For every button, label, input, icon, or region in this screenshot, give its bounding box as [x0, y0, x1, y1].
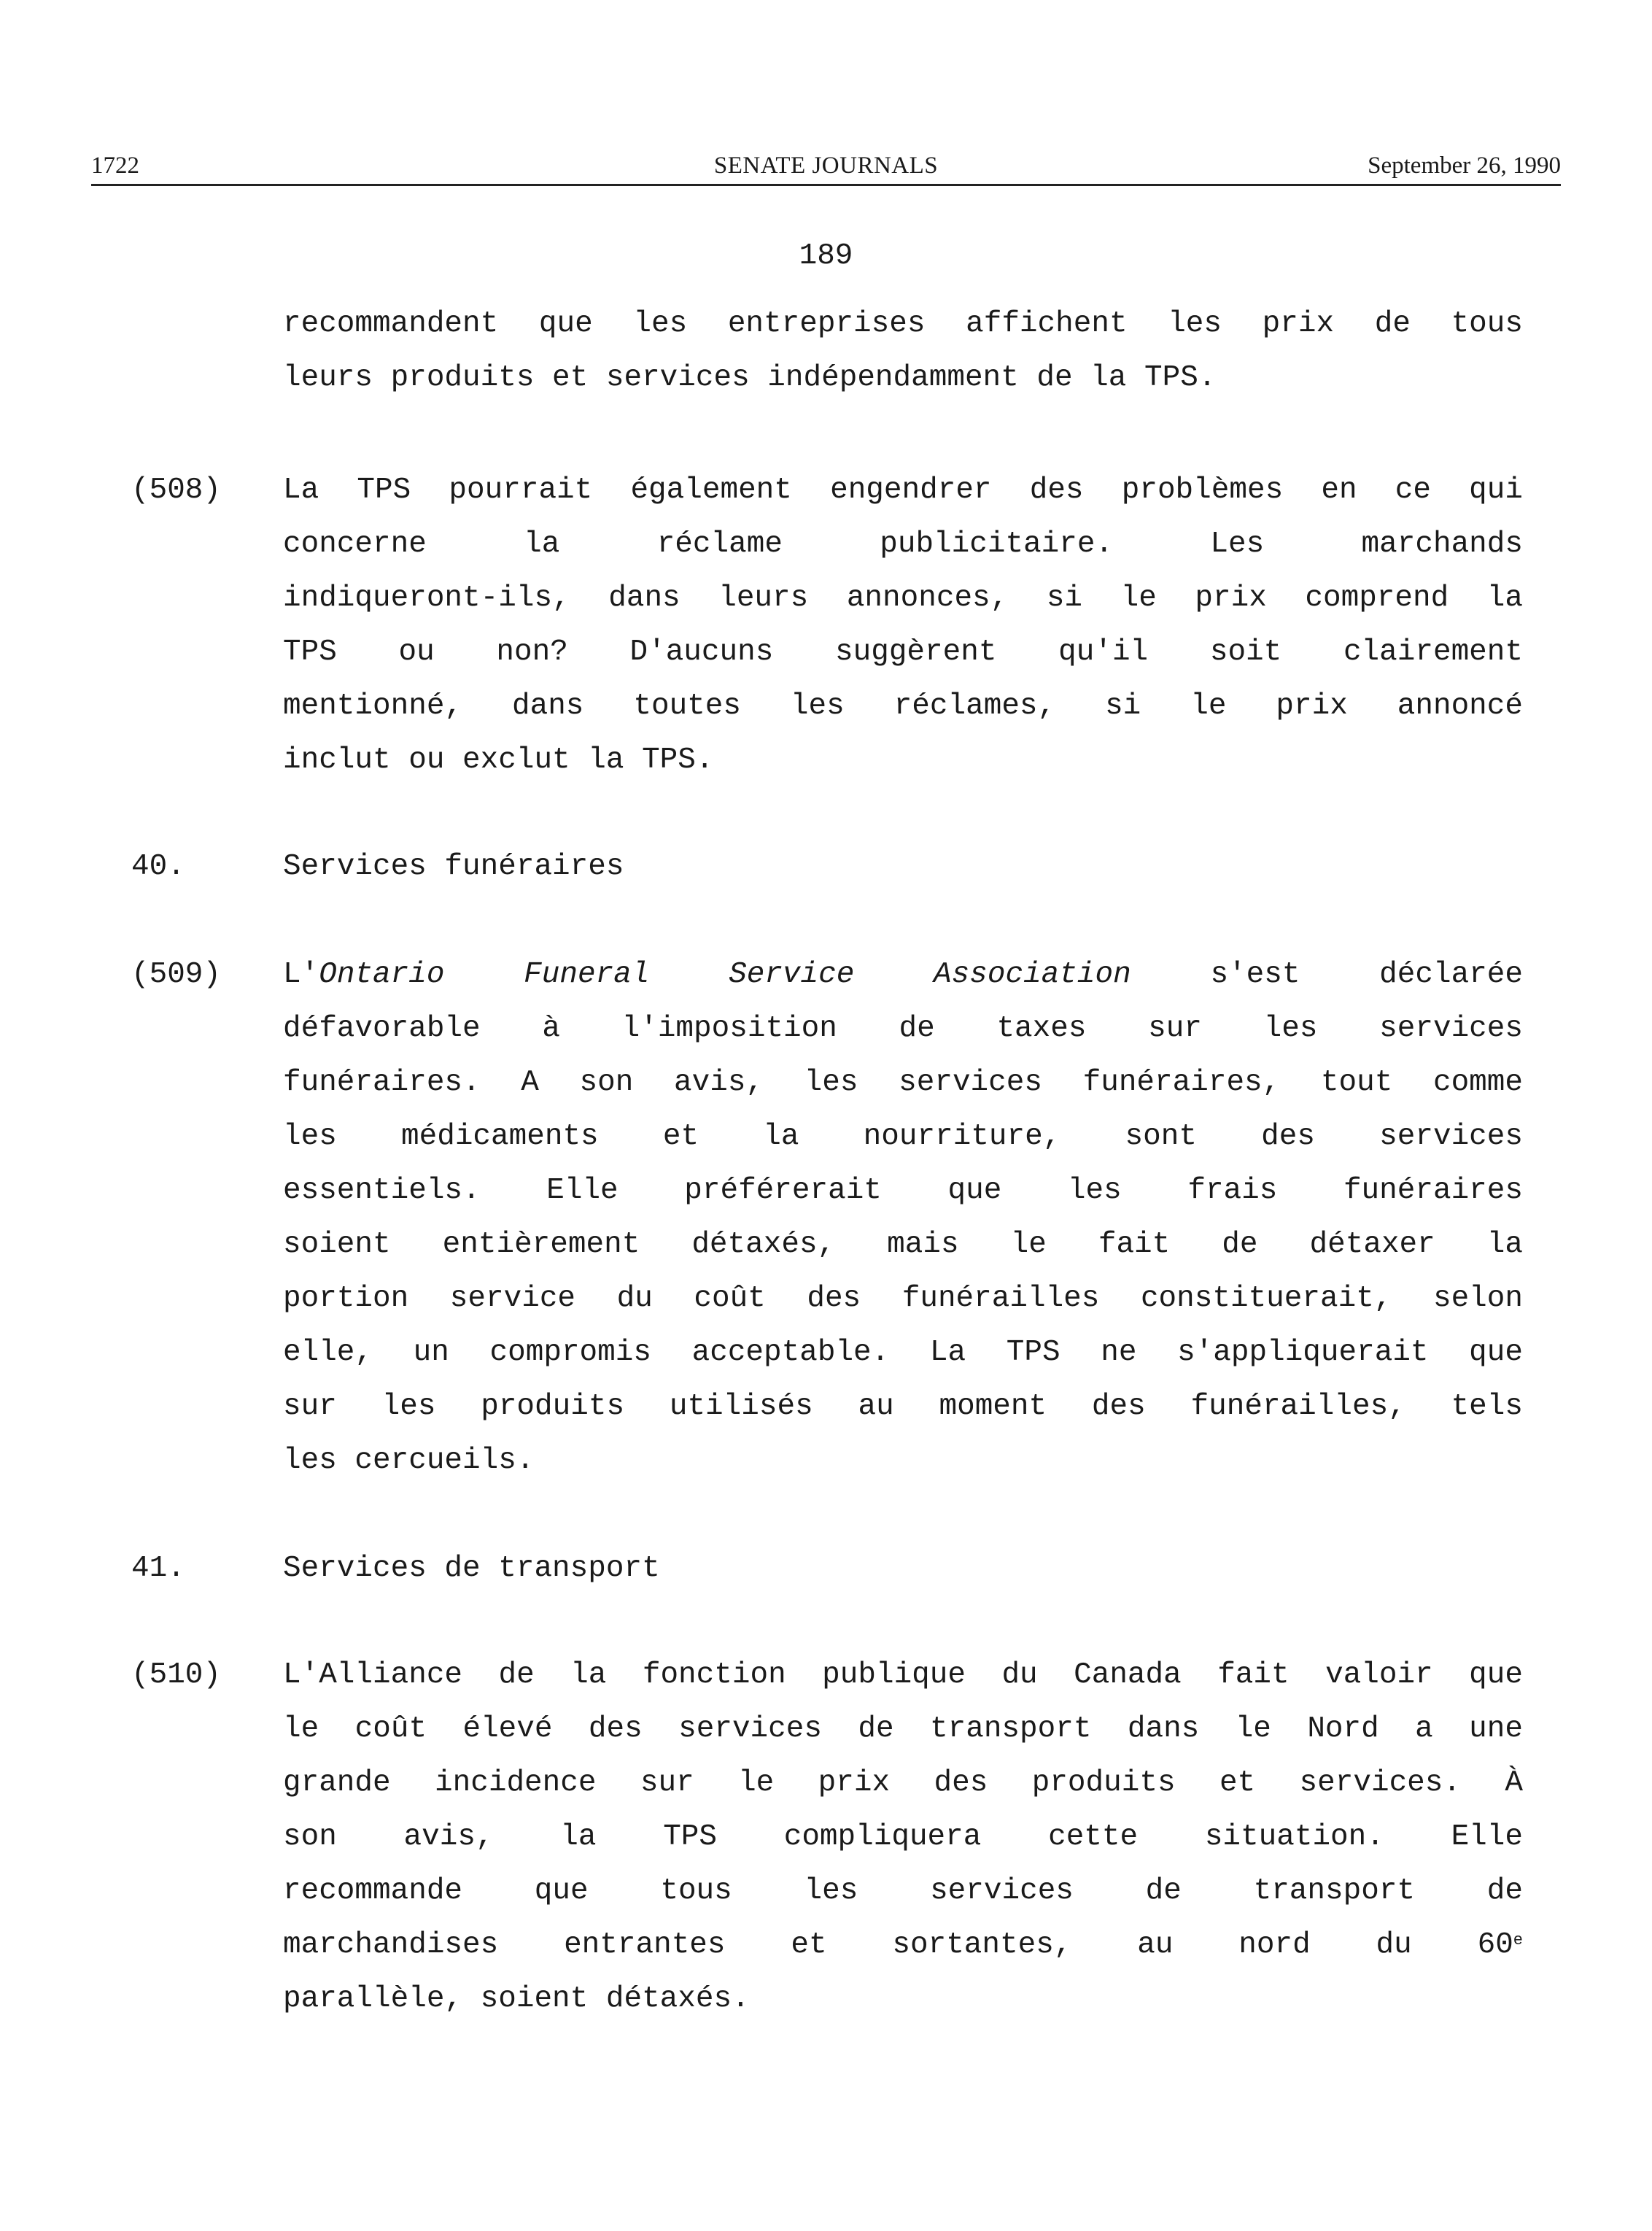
text-line: recommandent que les entreprises affichent les prix de tous: [283, 307, 1523, 341]
text-line: portion service du coût des funérailles constituerait, selon: [283, 1282, 1523, 1315]
text-line: soient entièrement détaxés, mais le fait de détaxer la: [283, 1228, 1523, 1261]
text-line: grande incidence sur le prix des produits et services. À: [283, 1766, 1523, 1800]
text-line: La TPS pourrait également engendrer des problèmes en ce qui: [283, 473, 1523, 507]
header-title: SENATE JOURNALS: [713, 152, 939, 179]
text-line: TPS ou non? D'aucuns suggèrent qu'il soit clairement: [283, 635, 1523, 669]
text-fragment: s'est déclarée: [1131, 958, 1524, 991]
text-line: concerne la réclame publicitaire. Les marchands: [283, 527, 1523, 561]
text-line: funéraires. A son avis, les services funéraires, tout comme: [283, 1066, 1523, 1099]
header-date: September 26, 1990: [1368, 152, 1561, 179]
text-line: les cercueils.: [283, 1444, 535, 1477]
paragraph-number: (508): [131, 473, 222, 507]
text-line: sur les produits utilisés au moment des funérailles, tels: [283, 1390, 1523, 1423]
text-fragment: L': [283, 958, 319, 991]
text-line: essentiels. Elle préférerait que les frais funéraires: [283, 1174, 1523, 1207]
section-number: 41.: [131, 1552, 185, 1585]
page-marker: 189: [799, 239, 853, 273]
superscript: e: [1513, 1931, 1523, 1949]
text-line: parallèle, soient détaxés.: [283, 1982, 750, 2016]
text-line: [283, 956, 1523, 1010]
paragraph-509: [283, 956, 1523, 1496]
text-line: elle, un compromis acceptable. La TPS ne s'appliquerait que: [283, 1336, 1523, 1369]
section-title: Services funéraires: [283, 850, 624, 883]
paragraph-number: (509): [131, 958, 222, 991]
text-line: recommande que tous les services de transport de: [283, 1874, 1523, 1908]
text-line: les médicaments et la nourriture, sont des services: [283, 1120, 1523, 1153]
text-line: L'Alliance de la fonction publique du Canada fait valoir que: [283, 1658, 1523, 1692]
header-page-number: 1722: [91, 152, 139, 179]
paragraph-number: (510): [131, 1658, 222, 1692]
text-line: inclut ou exclut la TPS.: [283, 743, 714, 777]
organization-name: Ontario Funeral Service Association: [319, 958, 1131, 991]
paragraph-510: [283, 1656, 1523, 2034]
text-line: mentionné, dans toutes les réclames, si le prix annoncé: [283, 689, 1523, 723]
running-header: [91, 144, 1561, 186]
text-line: indiqueront-ils, dans leurs annonces, si le prix comprend la: [283, 581, 1523, 615]
text-line: leurs produits et services indépendamment de la TPS.: [283, 361, 1217, 395]
text-fragment: marchandises entrantes et sortantes, au nord du 60: [283, 1928, 1513, 1962]
section-title: Services de transport: [283, 1552, 660, 1585]
text-line: son avis, la TPS compliquera cette situation. Elle: [283, 1820, 1523, 1854]
text-line: défavorable à l'imposition de taxes sur les services: [283, 1012, 1523, 1045]
section-number: 40.: [131, 850, 185, 883]
text-line: [283, 1926, 1523, 1980]
continuation-paragraph: [283, 305, 1523, 413]
paragraph-508: [283, 471, 1523, 795]
text-line: le coût élevé des services de transport dans le Nord a une: [283, 1712, 1523, 1746]
